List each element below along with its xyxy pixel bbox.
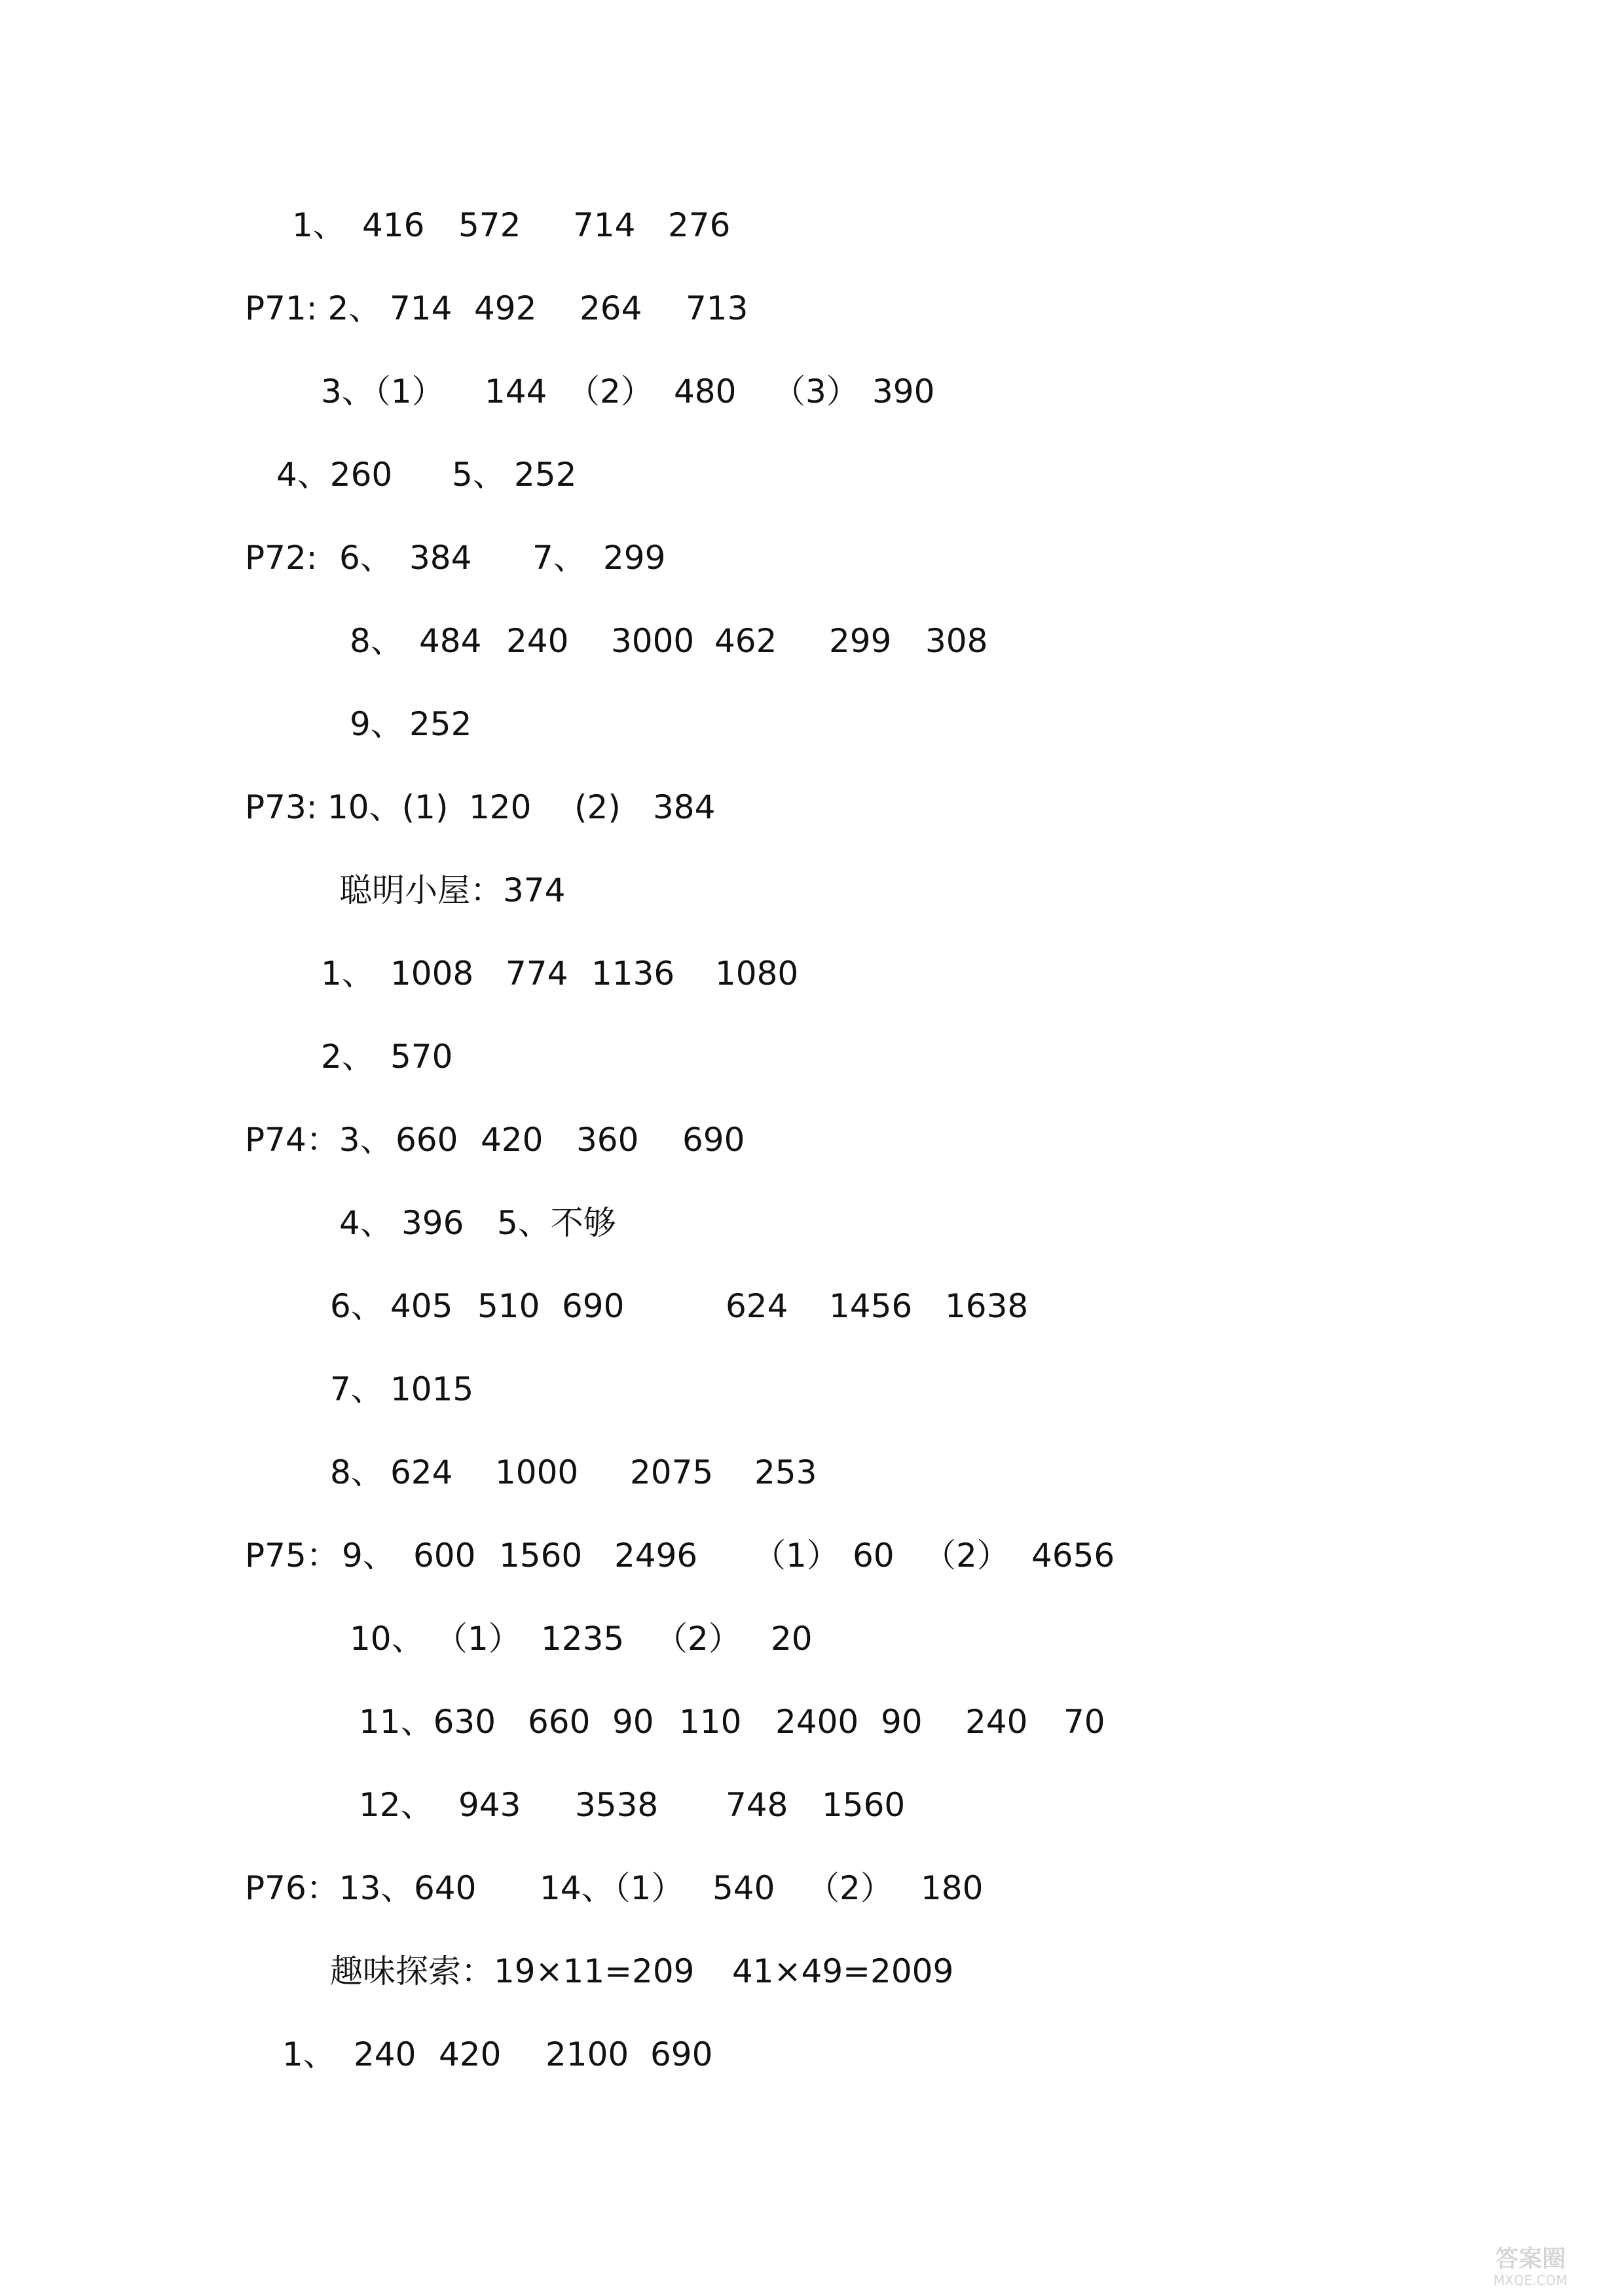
answer-item: 384 <box>653 788 716 826</box>
answer-item: 2075 <box>630 1453 714 1491</box>
watermark-logo <box>1449 2240 1612 2289</box>
answer-item: 9、 <box>350 705 403 743</box>
answer-item: 7、 <box>532 539 586 577</box>
answer-item: 462 <box>714 622 777 660</box>
answer-item: 9、 <box>342 1537 396 1575</box>
answer-item: 7、 <box>330 1370 384 1408</box>
answer-item: 4656 <box>1031 1537 1115 1575</box>
answer-item: 714 <box>573 206 636 244</box>
answer-item: 943 <box>458 1786 521 1824</box>
answer-item: （2） <box>655 1620 741 1658</box>
answer-item: 14、（1） <box>540 1869 684 1907</box>
answer-item: （3） <box>773 373 859 410</box>
answer-item: 70 <box>1063 1703 1105 1741</box>
answer-item: 2400 <box>775 1703 859 1741</box>
answer-item: 1、 <box>282 2035 336 2073</box>
answer-item: (2) <box>574 788 621 826</box>
answer-item: 120 <box>469 788 532 826</box>
answer-item: 240 <box>354 2035 416 2073</box>
answer-item: 5、 <box>452 456 506 494</box>
answer-item: 624 <box>390 1453 453 1491</box>
answer-item: 484 <box>419 622 482 660</box>
answer-item: 聪明小屋：374 <box>339 871 566 909</box>
answer-item: 8、 <box>350 622 403 660</box>
answer-item: 6、 <box>339 539 393 577</box>
answer-item: 2100 <box>545 2035 629 2073</box>
answer-item: 570 <box>390 1038 453 1076</box>
answer-item: 1560 <box>499 1537 583 1575</box>
answer-item: 3538 <box>575 1786 659 1824</box>
answer-item: 1015 <box>390 1370 474 1408</box>
answer-item: 420 <box>439 2035 502 2073</box>
answer-item: P76：13、 <box>245 1869 414 1907</box>
answer-item: P71: 2、 <box>245 289 382 327</box>
answer-item: 2496 <box>614 1537 698 1575</box>
answer-item: 660 <box>396 1121 458 1159</box>
answer-item: 6、 <box>330 1287 384 1325</box>
answer-item: 1136 <box>591 955 675 993</box>
answer-item: 1000 <box>495 1453 579 1491</box>
answer-item: （1） <box>753 1537 840 1575</box>
answer-item: P74：3、 <box>245 1121 393 1159</box>
answer-item: 110 <box>679 1703 742 1741</box>
answer-item: （2） <box>807 1869 893 1907</box>
answer-item: 774 <box>506 955 568 993</box>
answer-item: （1） <box>435 1620 521 1658</box>
answer-item: 1、 <box>321 955 375 993</box>
watermark-url: MXQE.COM <box>1493 2272 1568 2288</box>
answer-item: 4、260 <box>276 456 393 494</box>
answer-item: 8、 <box>330 1453 384 1491</box>
answer-item: （2） <box>923 1537 1010 1575</box>
answer-item: 360 <box>576 1121 639 1159</box>
answer-item: 713 <box>686 289 748 327</box>
answer-item: 276 <box>668 206 731 244</box>
answer-item: 240 <box>965 1703 1028 1741</box>
answer-item: 趣味探索：19×11=209 <box>330 1952 695 1990</box>
answer-item: 3000 <box>611 622 695 660</box>
answer-item: 405 <box>390 1287 453 1325</box>
answer-item: 252 <box>409 705 472 743</box>
answer-item: 1456 <box>829 1287 913 1325</box>
answer-item: 11、630 <box>359 1703 496 1741</box>
answer-item: P72: <box>245 539 318 577</box>
answer-item: 299 <box>829 622 892 660</box>
answer-item: 1560 <box>822 1786 906 1824</box>
answer-item: 252 <box>514 456 577 494</box>
answer-item: 90 <box>612 1703 654 1741</box>
answer-item: 1008 <box>390 955 474 993</box>
answer-item: 240 <box>506 622 569 660</box>
answer-item: 540 <box>712 1869 775 1907</box>
answer-item: 600 <box>413 1537 476 1575</box>
answer-item: 748 <box>726 1786 788 1824</box>
answer-item: 2、 <box>321 1038 375 1076</box>
answer-item: P75： <box>245 1537 339 1575</box>
answer-item: 4、 <box>339 1204 393 1242</box>
answer-item: 510 <box>477 1287 540 1325</box>
answer-item: 572 <box>458 206 521 244</box>
answer-item: 1235 <box>541 1620 625 1658</box>
answer-item: 12、 <box>359 1786 434 1824</box>
answer-item: 253 <box>754 1453 817 1491</box>
answer-item: 264 <box>580 289 642 327</box>
answer-item: 690 <box>650 2035 713 2073</box>
answer-item: 41×49=2009 <box>732 1952 954 1990</box>
answer-item: 660 <box>528 1703 591 1741</box>
answer-item: 1080 <box>715 955 799 993</box>
answer-item: 1638 <box>945 1287 1029 1325</box>
answer-item: 690 <box>682 1121 745 1159</box>
answer-item: 180 <box>921 1869 984 1907</box>
answer-item: 480 <box>674 373 737 410</box>
answer-item: 20 <box>771 1620 813 1658</box>
answer-item: 396 <box>401 1204 464 1242</box>
answer-item: 10、(1) <box>327 788 449 826</box>
answer-item: 10、 <box>350 1620 424 1658</box>
answer-item: 624 <box>726 1287 788 1325</box>
answer-item: 384 <box>409 539 472 577</box>
answer-item: 420 <box>481 1121 544 1159</box>
answer-item: 1、 <box>292 206 346 244</box>
answer-item: 60 <box>853 1537 895 1575</box>
answer-item: 640 <box>414 1869 477 1907</box>
answer-item: 299 <box>603 539 666 577</box>
answer-item: 390 <box>872 373 935 410</box>
answer-item: P73: <box>245 788 318 826</box>
answer-item: 714 <box>390 289 452 327</box>
answer-item: 308 <box>925 622 988 660</box>
answer-item: 144 <box>485 373 547 410</box>
watermark-title: 答案圈 <box>1494 2246 1566 2272</box>
answer-item: 5、不够 <box>497 1204 616 1242</box>
answer-item: （2） <box>567 373 654 410</box>
answer-item: 690 <box>562 1287 625 1325</box>
answer-item: 492 <box>474 289 537 327</box>
answer-item: 90 <box>881 1703 923 1741</box>
answer-item: 416 <box>362 206 425 244</box>
answer-item: 3、（1） <box>321 373 445 410</box>
